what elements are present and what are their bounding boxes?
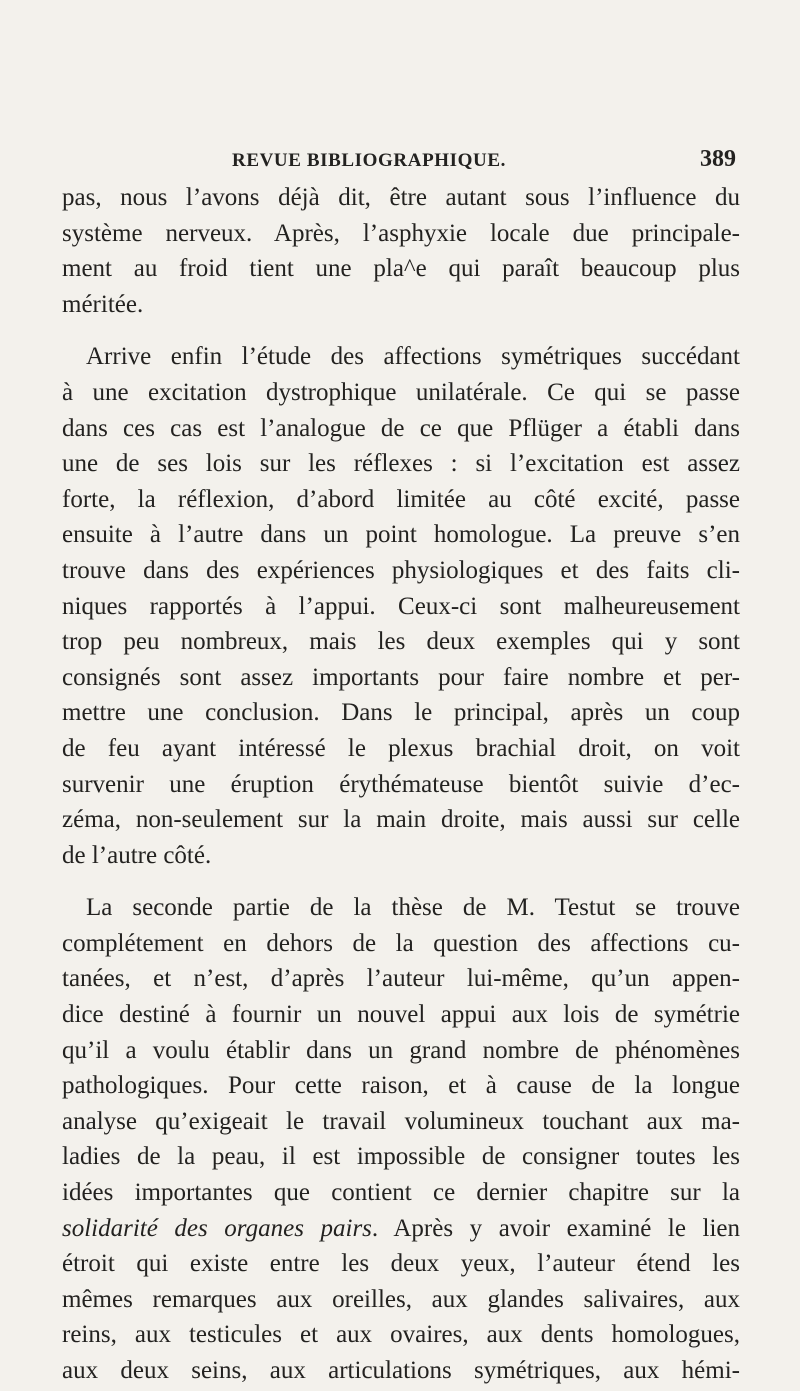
text-line: aux deux seins, aux articulations symétriques, aux hémi- (62, 1357, 740, 1384)
text-line: ensuite à l’autre dans un point homologue. La preuve s’en (62, 521, 740, 549)
paragraph (62, 339, 740, 873)
text-line: pathologiques. Pour cette raison, et à cause de la longue (62, 1072, 740, 1100)
text-line: de l’autre côté. (62, 841, 212, 869)
text-line: ladies de la peau, il est impossible de consigner toutes les (62, 1143, 740, 1171)
text-line: dice destiné à fournir un nouvel appui aux lois de symétrie (62, 1001, 740, 1029)
page-number: 389 (700, 146, 736, 172)
running-header (60, 146, 740, 180)
body-text (62, 180, 740, 1389)
text-line: Arrive enfin l’étude des affections symétriques succédant (86, 343, 740, 371)
line-remainder: . Après y avoir examiné le lien (371, 1214, 740, 1242)
text-line: mêmes remarques aux oreilles, aux glandes salivaires, aux (62, 1285, 740, 1313)
text-line: complétement en dehors de la question des affections cu- (62, 929, 740, 957)
italic-phrase: solidarité des organes pairs (62, 1214, 372, 1242)
text-line: La seconde partie de la thèse de M. Testut se trouve (86, 894, 740, 922)
text-line: zéma, non-seulement sur la main droite, mais aussi sur celle (62, 806, 740, 834)
text-line: pas, nous l’avons déjà dit, être autant sous l’influence du (62, 184, 740, 211)
text-line: méritée. (62, 290, 144, 318)
running-title: REVUE BIBLIOGRAPHIQUE. (232, 150, 506, 171)
text-line: dans ces cas est l’analogue de ce que Pflüger a établi dans (62, 414, 740, 442)
text-line: consignés sont assez importants pour faire nombre et per- (62, 663, 740, 691)
text-line: mettre une conclusion. Dans le principal, après un coup (62, 699, 740, 727)
text-line: niques rapportés à l’appui. Ceux-ci sont malheureusement (62, 592, 740, 620)
text-line: étroit qui existe entre les deux yeux, l’auteur étend les (62, 1250, 740, 1278)
text-line: qu’il a voulu établir dans un grand nombre de phénomènes (62, 1036, 740, 1064)
text-line (62, 1211, 740, 1247)
text-line: trop peu nombreux, mais les deux exemples qui y sont (62, 628, 740, 656)
text-line: tanées, et n’est, d’après l’auteur lui-même, qu’un appen- (62, 965, 740, 993)
text-line: forte, la réflexion, d’abord limitée au côté excité, passe (62, 485, 740, 513)
text-line: idées importantes que contient ce dernier chapitre sur la (62, 1179, 740, 1207)
text-line: reins, aux testicules et aux ovaires, aux dents homologues, (62, 1321, 740, 1349)
text-line: analyse qu’exigeait le travail volumineux touchant aux ma- (62, 1107, 740, 1135)
text-line: trouve dans des expériences physiologiques et des faits cli- (62, 556, 740, 584)
text-line: ment au froid tient une pla^e qui paraît beaucoup plus (62, 255, 740, 283)
text-line: système nerveux. Après, l’asphyxie locale due principale- (62, 219, 740, 247)
text-line: de feu ayant intéressé le plexus brachial droit, on voit (62, 734, 740, 762)
paragraph (62, 890, 740, 1388)
text-line: une de ses lois sur les réflexes : si l’excitation est assez (62, 450, 740, 478)
text-line: à une excitation dystrophique unilatérale. Ce qui se passe (62, 378, 740, 406)
paragraph (62, 180, 740, 322)
text-line: survenir une éruption érythémateuse bientôt suivie d’ec- (62, 770, 740, 798)
